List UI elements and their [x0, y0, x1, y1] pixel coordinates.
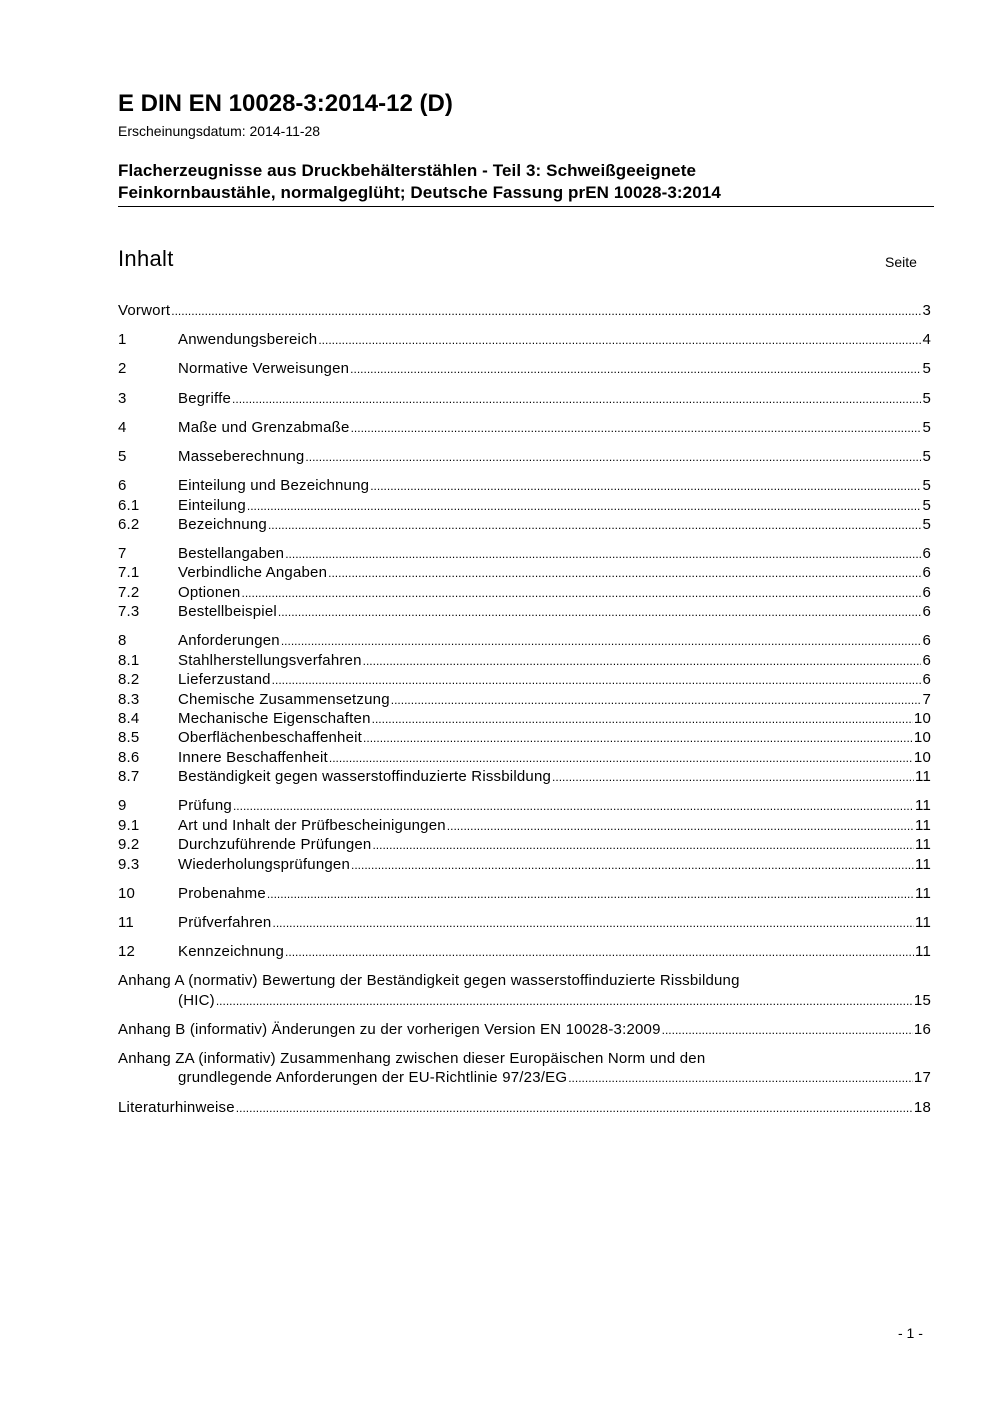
toc-entry-number: 6.1: [118, 496, 140, 514]
toc-dot-leader: [281, 631, 922, 651]
toc-entry-number: 8.5: [118, 729, 140, 747]
toc-entry-page: 5: [922, 389, 931, 407]
toc-dot-leader: [318, 330, 921, 350]
toc-entry[interactable]: [118, 301, 931, 320]
toc-group: [118, 389, 931, 408]
toc-dot-leader: [232, 389, 921, 409]
page-number: - 1 -: [898, 1325, 923, 1341]
toc-dot-leader: [285, 942, 914, 962]
toc-entry-title: Einteilung: [178, 496, 246, 514]
toc-entry-number: 9: [118, 797, 127, 815]
document-id: E DIN EN 10028-3:2014-12 (D): [118, 90, 453, 117]
toc-entry[interactable]: [118, 1049, 931, 1068]
toc-dot-leader: [233, 796, 914, 816]
toc-entry-page: 5: [922, 418, 931, 436]
toc-dot-leader: [171, 301, 921, 321]
toc-dot-leader: [272, 670, 922, 690]
document-title-line-1: Flacherzeugnisse aus Druckbehälterstählen - Teil 3: Schweißgeeignete: [118, 161, 697, 180]
toc-heading: Inhalt: [118, 246, 174, 271]
toc-group: [118, 631, 931, 786]
toc-dot-leader: [305, 447, 921, 467]
toc-entry-title: Chemische Zusammensetzung: [178, 690, 390, 708]
toc-group: [118, 447, 931, 466]
toc-entry-number: 5: [118, 447, 127, 465]
toc-entry-title: Stahlherstellungsverfahren: [178, 651, 362, 669]
toc-entry-number: 7.3: [118, 603, 140, 621]
toc-entry-title: Kennzeichnung: [178, 943, 285, 961]
toc-entry-page: 10: [913, 710, 931, 728]
toc-entry[interactable]: [118, 544, 931, 563]
toc-entry-title: Anhang ZA (informativ) Zusammenhang zwischen dieser Europäischen Norm und den: [118, 1050, 706, 1068]
toc-entry-page: 4: [922, 331, 931, 349]
toc-dot-leader: [568, 1068, 913, 1088]
publication-date: Erscheinungsdatum: 2014-11-28: [118, 123, 321, 139]
toc-dot-leader: [372, 835, 914, 855]
toc-group: [118, 330, 931, 349]
toc-entry-title: Wiederholungsprüfungen: [178, 855, 351, 873]
toc-entry-title: Bestellbeispiel: [178, 603, 277, 621]
toc-entry-page: 6: [922, 632, 931, 650]
toc-entry-page: 11: [915, 836, 931, 854]
toc-entry[interactable]: [118, 796, 931, 815]
toc-entry-page: 16: [913, 1020, 931, 1038]
toc-entry[interactable]: [118, 563, 931, 582]
toc-entry-title: Anforderungen: [178, 632, 280, 650]
toc-group: [118, 1020, 931, 1039]
toc-entry-title: Innere Beschaffenheit: [178, 748, 328, 766]
toc-entry[interactable]: [118, 651, 931, 670]
toc-entry[interactable]: [118, 709, 931, 728]
toc-entry-title: Durchzuführende Prüfungen: [178, 836, 372, 854]
toc-dot-leader: [247, 496, 922, 516]
toc-entry[interactable]: [118, 670, 931, 689]
toc-entry[interactable]: [118, 583, 931, 602]
toc-group: [118, 418, 931, 437]
toc-entry[interactable]: [118, 748, 931, 767]
toc-entry-title: Optionen: [178, 583, 241, 601]
toc-entry-title: Lieferzustand: [178, 671, 271, 689]
toc-entry-page: 6: [922, 583, 931, 601]
toc-entry-title: Anhang A (normativ) Bewertung der Beständigkeit gegen wasserstoffinduzierte Rissbildung: [118, 972, 740, 990]
toc-entry[interactable]: [118, 991, 931, 1010]
toc-entry-title: Maße und Grenzabmaße: [178, 418, 350, 436]
toc-entry[interactable]: [118, 728, 931, 747]
toc-entry-title: Anwendungsbereich: [178, 331, 318, 349]
toc-entry-number: 8.6: [118, 748, 140, 766]
toc-dot-leader: [552, 767, 914, 787]
toc-entry-page: 11: [915, 797, 931, 815]
toc-group: [118, 796, 931, 874]
toc-dot-leader: [351, 855, 914, 875]
document-title-line-2: Feinkornbaustähle, normalgeglüht; Deutsche Fassung prEN 10028-3:2014: [118, 183, 721, 202]
toc-dot-leader: [351, 418, 922, 438]
toc-dot-leader: [372, 709, 913, 729]
toc-group: [118, 942, 931, 961]
toc-dot-leader: [267, 884, 914, 904]
toc-entry[interactable]: [118, 515, 931, 534]
toc-dot-leader: [391, 690, 922, 710]
toc-entry-number: 6: [118, 477, 127, 495]
toc-group: [118, 359, 931, 378]
toc-entry[interactable]: [118, 971, 931, 990]
toc-entry-page: 11: [915, 884, 931, 902]
toc-entry-number: 8: [118, 632, 127, 650]
toc-entry[interactable]: [118, 855, 931, 874]
toc-entry-page: 10: [913, 748, 931, 766]
toc-entry-page: 5: [922, 447, 931, 465]
toc-entry-number: 11: [118, 913, 134, 931]
toc-entry-title: Literaturhinweise: [118, 1098, 235, 1116]
toc-entry[interactable]: [118, 496, 931, 515]
table-of-contents: [118, 301, 931, 1127]
toc-entry-page: 6: [922, 603, 931, 621]
toc-group: [118, 971, 931, 1010]
toc-entry[interactable]: [118, 942, 931, 961]
toc-entry-number: 3: [118, 389, 127, 407]
toc-entry-page: 15: [913, 991, 931, 1009]
toc-entry-number: 9.2: [118, 836, 140, 854]
toc-entry-page: 7: [922, 690, 931, 708]
toc-entry[interactable]: [118, 1020, 931, 1039]
toc-entry[interactable]: [118, 602, 931, 621]
toc-entry[interactable]: [118, 835, 931, 854]
toc-entry-number: 8.1: [118, 651, 140, 669]
toc-entry-title: Bezeichnung: [178, 515, 267, 533]
toc-entry-number: 9.3: [118, 855, 140, 873]
toc-entry-title: Begriffe: [178, 389, 232, 407]
toc-entry-page: 11: [915, 855, 931, 873]
toc-entry-number: 8.7: [118, 768, 140, 786]
document-title: [118, 160, 930, 204]
toc-entry[interactable]: [118, 690, 931, 709]
toc-entry-number: 8.3: [118, 690, 140, 708]
toc-group: [118, 913, 931, 932]
toc-group: [118, 884, 931, 903]
toc-dot-leader: [216, 991, 913, 1011]
toc-entry-page: 6: [922, 564, 931, 582]
toc-entry-page: 5: [922, 477, 931, 495]
toc-entry-page: 11: [915, 913, 931, 931]
toc-entry-number: 8.2: [118, 671, 140, 689]
toc-entry-number: 10: [118, 884, 136, 902]
toc-dot-leader: [329, 748, 913, 768]
toc-entry-page: 5: [922, 496, 931, 514]
toc-entry-page: 10: [913, 729, 931, 747]
toc-group: [118, 476, 931, 534]
toc-entry[interactable]: [118, 359, 931, 378]
toc-entry[interactable]: [118, 330, 931, 349]
toc-dot-leader: [350, 359, 921, 379]
toc-entry-page: 6: [922, 651, 931, 669]
toc-dot-leader: [268, 515, 922, 535]
toc-entry-page: 5: [922, 515, 931, 533]
toc-entry-title: Einteilung und Bezeichnung: [178, 477, 370, 495]
toc-group: [118, 1098, 931, 1117]
title-divider: [118, 206, 934, 207]
toc-entry-page: 11: [915, 943, 931, 961]
toc-entry-title: Art und Inhalt der Prüfbescheinigungen: [178, 816, 446, 834]
toc-entry-number: 7.1: [118, 564, 140, 582]
toc-entry-number: 1: [118, 331, 127, 349]
toc-entry-title: Anhang B (informativ) Änderungen zu der vorherigen Version EN 10028-3:2009: [118, 1020, 661, 1038]
toc-entry[interactable]: [118, 913, 931, 932]
toc-entry[interactable]: [118, 767, 931, 786]
toc-entry-title: Prüfverfahren: [178, 913, 272, 931]
toc-entry-title: Beständigkeit gegen wasserstoffinduzierte Rissbildung: [178, 768, 552, 786]
toc-entry-page: 17: [913, 1069, 931, 1087]
toc-entry-page: 18: [913, 1098, 931, 1116]
toc-entry[interactable]: [118, 476, 931, 495]
toc-entry-title: (HIC): [178, 991, 215, 1009]
toc-entry-title: Oberflächenbeschaffenheit: [178, 729, 363, 747]
toc-entry-title: Vorwort: [118, 302, 171, 319]
toc-dot-leader: [363, 728, 913, 748]
toc-dot-leader: [370, 476, 921, 496]
toc-entry-page: 3: [922, 302, 931, 319]
toc-dot-leader: [447, 816, 914, 836]
toc-dot-leader: [272, 913, 914, 933]
toc-dot-leader: [363, 651, 922, 671]
toc-group: [118, 544, 931, 622]
toc-group: [118, 301, 931, 320]
toc-entry[interactable]: [118, 389, 931, 408]
toc-entry-page: 5: [922, 360, 931, 378]
toc-dot-leader: [278, 602, 922, 622]
toc-dot-leader: [285, 544, 921, 564]
toc-entry-number: 8.4: [118, 710, 140, 728]
toc-entry-number: 9.1: [118, 816, 140, 834]
toc-entry-number: 12: [118, 943, 136, 961]
toc-entry[interactable]: [118, 1098, 931, 1117]
toc-entry[interactable]: [118, 418, 931, 437]
toc-entry[interactable]: [118, 447, 931, 466]
toc-entry-number: 4: [118, 418, 127, 436]
toc-entry-number: 6.2: [118, 515, 140, 533]
toc-page-column-label: Seite: [885, 254, 917, 270]
toc-entry-page: 11: [915, 768, 931, 786]
toc-entry-number: 7: [118, 545, 127, 563]
toc-entry[interactable]: [118, 816, 931, 835]
toc-entry-title: Normative Verweisungen: [178, 360, 350, 378]
toc-entry-page: 11: [915, 816, 931, 834]
toc-entry-title: Verbindliche Angaben: [178, 564, 328, 582]
toc-group: [118, 1049, 931, 1088]
toc-entry-page: 6: [922, 671, 931, 689]
toc-dot-leader: [236, 1098, 913, 1118]
toc-entry-title: Bestellangaben: [178, 545, 285, 563]
toc-entry-title: Masseberechnung: [178, 447, 305, 465]
toc-entry-number: 2: [118, 360, 127, 378]
toc-dot-leader: [328, 563, 921, 583]
toc-entry[interactable]: [118, 884, 931, 903]
toc-entry[interactable]: [118, 1068, 931, 1087]
toc-entry-title: Mechanische Eigenschaften: [178, 710, 371, 728]
toc-entry-number: 7.2: [118, 583, 140, 601]
toc-dot-leader: [241, 583, 921, 603]
toc-entry[interactable]: [118, 631, 931, 650]
toc-entry-title: grundlegende Anforderungen der EU-Richtlinie 97/23/EG: [178, 1069, 568, 1087]
toc-entry-page: 6: [922, 545, 931, 563]
toc-dot-leader: [662, 1020, 913, 1040]
toc-entry-title: Prüfung: [178, 797, 232, 815]
toc-entry-title: Probenahme: [178, 884, 266, 902]
